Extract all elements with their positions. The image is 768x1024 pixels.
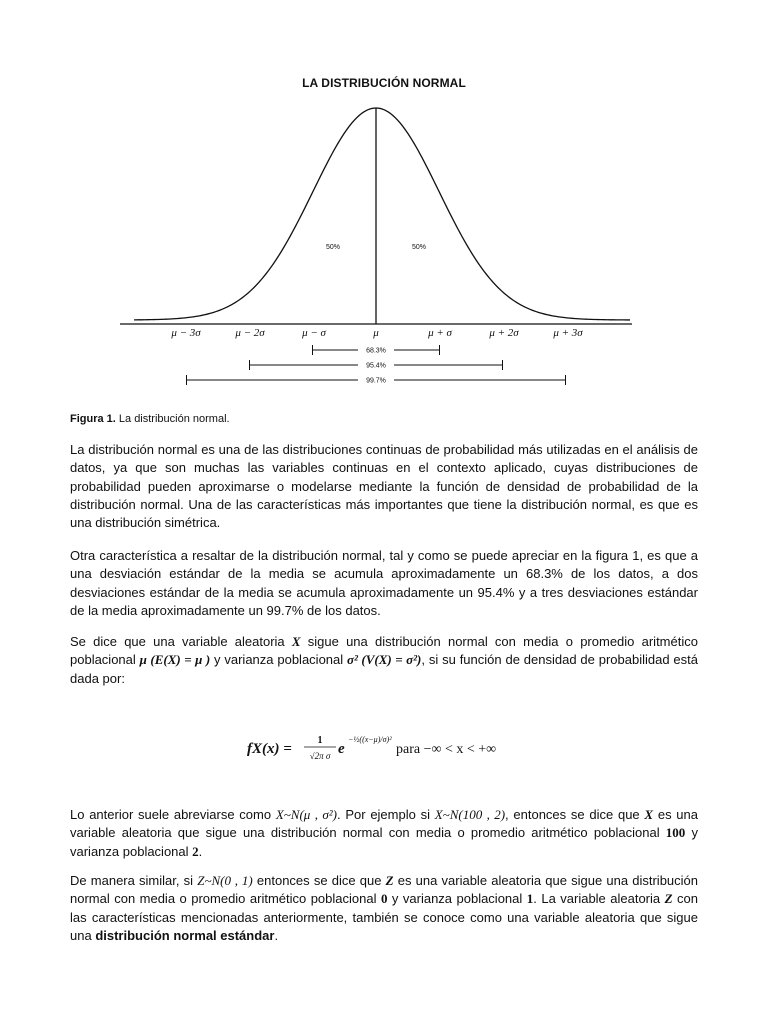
formula-exponent: −½((x−μ)/σ)²	[348, 735, 392, 744]
p5-text-d: y varianza poblacional	[387, 891, 527, 907]
p4-text-d: es una variable aleatoria que sigue una distribución normal con media o promedio aritmético poblacional	[70, 807, 699, 841]
interval-label: 99.7%	[366, 377, 386, 385]
p3-text-a: Se dice que una variable aleatoria	[70, 634, 292, 649]
tick-label: μ + σ	[428, 327, 452, 339]
tick-label: μ + 3σ	[553, 327, 583, 339]
normal-distribution-figure	[0, 0, 768, 400]
variance-value: 2	[192, 843, 199, 859]
caption-text: La distribución normal.	[115, 413, 230, 425]
p4-text-f: .	[198, 843, 203, 859]
interval-label: 68.3%	[366, 347, 386, 355]
tick-label: μ − 2σ	[235, 327, 265, 339]
density-formula	[0, 728, 768, 768]
p3-text-d: , si su función de densidad de probabilidad está dada por:	[70, 652, 699, 686]
tick-label: μ − 3σ	[171, 327, 201, 339]
formula-e: e	[338, 741, 345, 757]
tick-label: μ − σ	[302, 327, 326, 339]
interval-bars	[187, 345, 566, 385]
formula-numerator: 1	[317, 735, 323, 746]
mean-expression: μ (E(X) = μ )	[139, 652, 211, 668]
p5-text-b: entonces se dice que	[252, 873, 386, 888]
z-mean-value: 0	[380, 891, 388, 907]
z-variance-value: 1	[526, 891, 534, 907]
p4-text-e: y varianza poblacional	[70, 825, 698, 859]
p3-text-b: sigue una distribución normal con media o promedio aritmético poblacional	[70, 634, 698, 668]
z-expression: Z~N(0 , 1)	[197, 873, 253, 888]
right-half-label: 50%	[411, 244, 427, 251]
bell-curve	[134, 108, 630, 320]
figure-caption	[70, 413, 230, 425]
var-x-2: X	[644, 807, 654, 822]
caption-label: Figura 1.	[70, 413, 116, 425]
paragraph-4	[70, 806, 698, 861]
p5-text-h: .	[274, 927, 279, 943]
example-expression: X~N(100 , 2)	[434, 807, 506, 822]
p5-text-g: distribución normal estándar	[95, 927, 275, 943]
abbrev-expression: X~N(μ , σ²)	[275, 807, 337, 822]
variance-expression: σ² (V(X) = σ²)	[347, 652, 422, 668]
p4-text-a: Lo anterior suele abreviarse como	[70, 807, 276, 822]
var-z-2: Z	[664, 891, 673, 907]
mean-value: 100	[665, 825, 686, 841]
formula-lhs: fX(x) =	[247, 741, 292, 757]
p5-text-a: De manera similar, si	[70, 873, 198, 888]
figure-title: LA DISTRIBUCIÓN NORMAL	[302, 76, 466, 90]
tick-labels	[170, 327, 583, 339]
tick-label: μ	[373, 327, 379, 339]
p5-text-c: es una variable aleatoria que sigue una distribución normal con media o promedio aritmético poblacional	[70, 873, 699, 907]
interval-label: 95.4%	[366, 362, 386, 370]
formula-denominator: √2π σ	[309, 751, 331, 761]
p5-text-e: . La variable aleatoria	[533, 891, 665, 907]
p5-text-f: con las características mencionadas anteriormente, también se conoce como una variable aleatoria que sigue una	[70, 891, 698, 943]
paragraph-1: La distribución normal es una de las distribuciones continuas de probabilidad más utilizadas en el análisis de datos, ya que son muchas las variables continuas en el contexto aplicado, cuyas distribuciones de probabilidad pueden aproximarse o modelarse mediante la función de densidad de probabilidad de la distribución normal. Una de las características más importantes que tiene la distribución normal, es que es una distribución simétrica.	[70, 442, 698, 531]
var-z: Z	[385, 873, 394, 888]
p4-text-c: , entonces se dice que	[505, 807, 645, 822]
paragraph-2: Otra característica a resaltar de la distribución normal, tal y como se puede apreciar en la figura 1, es que a una desviación estándar de la media se acumula aproximadamente un 68.3% de los datos, a dos desviaciones estándar de la media se acumula aproximadamente un 95.4% y a tres desviaciones estándar de la media aproximadamente un 99.7% de los datos.	[70, 548, 698, 618]
p4-text-b: . Por ejemplo si	[336, 807, 435, 822]
paragraph-5	[70, 872, 698, 945]
tick-label: μ + 2σ	[489, 327, 519, 339]
var-x: X	[291, 634, 301, 649]
left-half-label: 50%	[325, 244, 341, 251]
paragraph-3	[70, 633, 698, 688]
p3-text-c: y varianza poblacional	[210, 652, 348, 668]
formula-range: para −∞ < x < +∞	[396, 742, 497, 757]
